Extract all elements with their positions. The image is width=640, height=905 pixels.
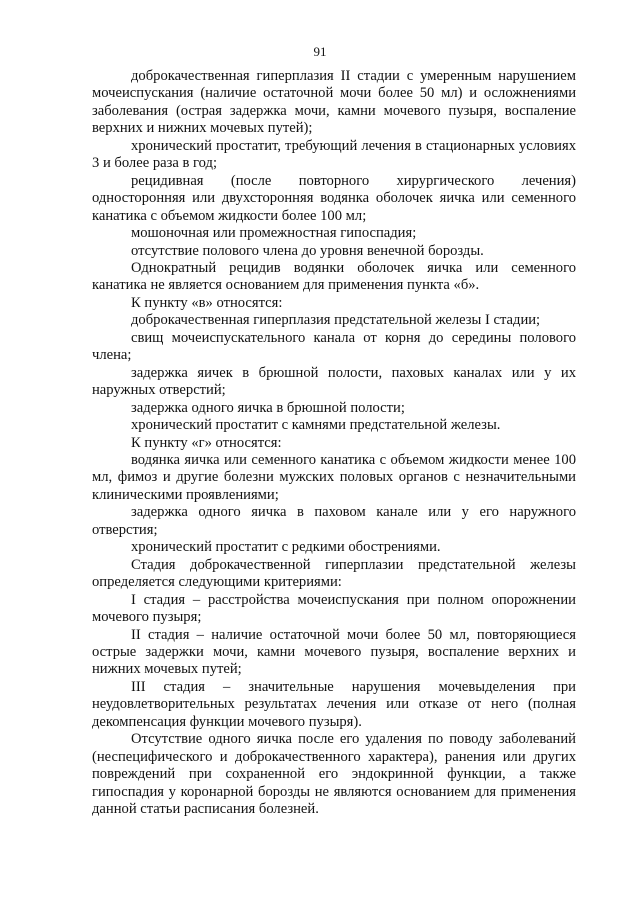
paragraph: задержка яичек в брюшной полости, паховых каналах или у их наружных отверстий; (92, 364, 576, 399)
paragraph: II стадия – наличие остаточной мочи более 50 мл, повторяющиеся острые задержки мочи, камни мочевого пузыря, воспаление верхних и нижних мочевых путей; (92, 626, 576, 678)
paragraph: доброкачественная гиперплазия предстательной железы I стадии; (131, 312, 541, 329)
document-body (92, 68, 576, 818)
paragraph: Отсутствие одного яичка после его удаления по поводу заболеваний (неспецифического и доброкачественного характера), ранения или других повреждений при сохраненной его эндокринной функции, а также гипоспадия у коронарной борозды не являются основанием для применения данной статьи расписания болезней. (92, 731, 576, 818)
page-number: 91 (313, 44, 327, 59)
paragraph: доброкачественная гиперплазия II стадии с умеренным нарушением мочеиспускания (наличие остаточной мочи более 50 мл) и осложнениями заболевания (острая задержка мочи, камни мочевого пузыря, воспаление верхних и нижних мочевых путей); (92, 68, 576, 137)
section-heading: К пункту «в» относятся: (131, 294, 283, 311)
paragraph: Однократный рецидив водянки оболочек яичка или семенного канатика не является основанием для применения пункта «б». (92, 259, 576, 294)
paragraph: водянка яичка или семенного канатика с объемом жидкости менее 100 мл, фимоз и другие болезни мужских половых органов с незначительными клиническими проявлениями; (92, 451, 576, 503)
paragraph: хронический простатит с камнями предстательной железы. (131, 417, 501, 434)
paragraph: задержка одного яичка в брюшной полости; (131, 399, 405, 416)
paragraph: III стадия – значительные нарушения мочевыделения при неудовлетворительных результатах лечения или отказе от него (полная декомпенсация функции мочевого пузыря). (92, 678, 576, 730)
paragraph: I стадия – расстройства мочеиспускания при полном опорожнении мочевого пузыря; (92, 591, 576, 626)
paragraph: отсутствие полового члена до уровня венечной борозды. (131, 242, 484, 259)
paragraph: хронический простатит с редкими обострениями. (131, 539, 441, 556)
paragraph: задержка одного яичка в паховом канале или у его наружного отверстия; (92, 504, 576, 538)
paragraph: свищ мочеиспускательного канала от корня до середины полового члена; (92, 329, 576, 364)
paragraph: рецидивная (после повторного хирургического лечения) односторонняя или двухсторонняя водянка оболочек яичка или семенного канатика с объемом жидкости более 100 мл; (92, 172, 576, 224)
paragraph: хронический простатит, требующий лечения в стационарных условиях 3 и более раза в год; (92, 137, 576, 172)
paragraph: Стадия доброкачественной гиперплазии предстательной железы определяется следующими критериями: (92, 556, 576, 591)
section-heading: К пункту «г» относятся: (131, 434, 282, 451)
paragraph: мошоночная или промежностная гипоспадия; (131, 225, 417, 242)
